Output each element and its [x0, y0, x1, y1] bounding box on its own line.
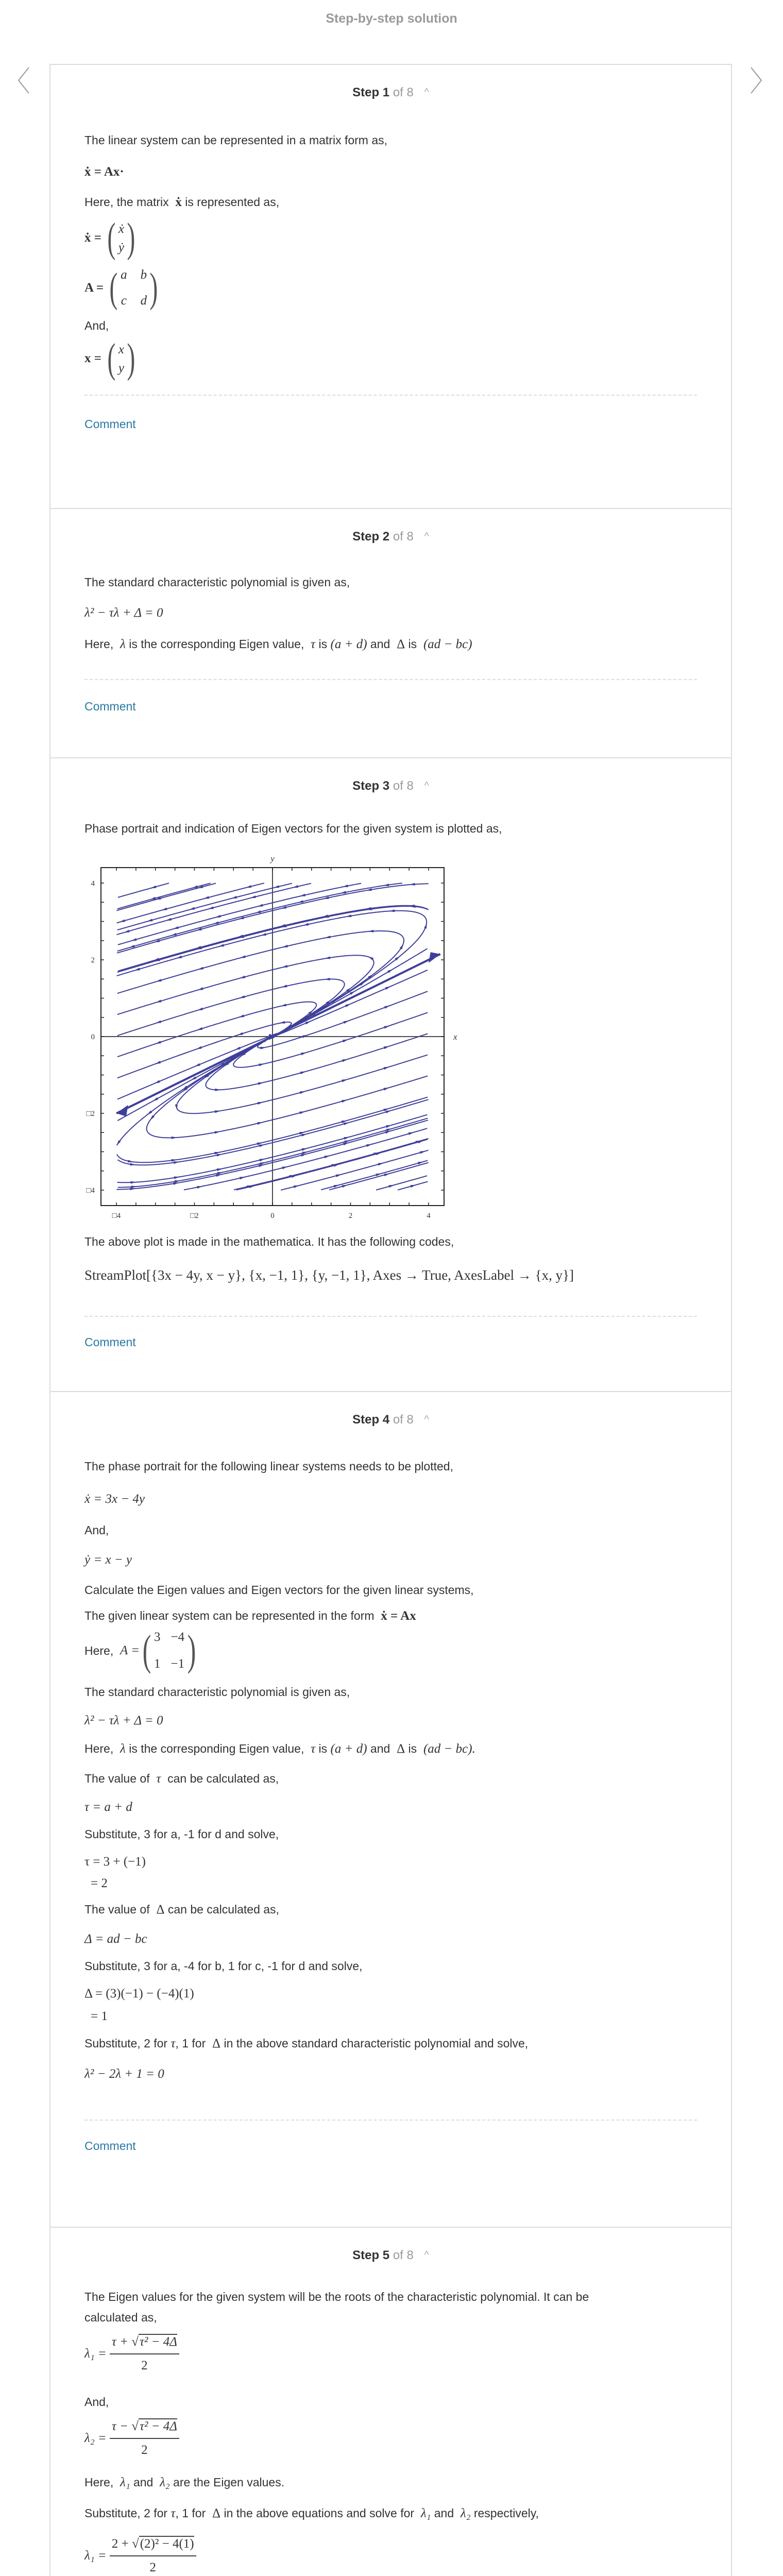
- step-header: [50, 530, 731, 544]
- x-tick-label: 2: [348, 1212, 353, 1220]
- text: And,: [84, 1523, 109, 1537]
- equation: Δ = (3)(−1) − (−4)(1): [84, 1987, 194, 2001]
- equation: τ = 3 + (−1): [84, 1855, 146, 1869]
- text: The value of τ can be calculated as,: [84, 1772, 279, 1786]
- caret-up-icon[interactable]: ^: [424, 1414, 429, 1425]
- x-tick-label: □4: [112, 1212, 121, 1220]
- step-3: [49, 757, 732, 1391]
- text: And,: [84, 319, 109, 332]
- text: The above plot is made in the mathematica. It has the following codes,: [84, 1235, 454, 1248]
- matrix-x: x = ( x y ): [84, 336, 135, 381]
- divider: [84, 1316, 697, 1317]
- text: Here, λ is the corresponding Eigen value, τ is (a + d) and Δ is (ad − bc): [84, 637, 472, 651]
- equation: λ² − 2λ + 1 = 0: [84, 2067, 164, 2081]
- y-tick-label: 0: [91, 1033, 95, 1041]
- step-4: [49, 1391, 732, 2227]
- lambda2-formula: λ₂ = $\frac{\text{τ − √τ² − 4Δ}}{2}$: [84, 2417, 179, 2460]
- divider: [84, 2120, 697, 2121]
- text: Substitute, 2 for τ, 1 for Δ in the above equations and solve for λ₁ and λ₂ respectively,: [84, 2506, 539, 2520]
- step-header: [50, 779, 731, 793]
- step-of: of 8: [393, 779, 414, 793]
- text: Substitute, 3 for a, -4 for b, 1 for c, -1 for d and solve,: [84, 1959, 363, 1973]
- chevron-left-icon: [14, 66, 32, 95]
- y-tick-label: □4: [86, 1187, 95, 1195]
- step-header: [50, 1413, 731, 1427]
- step-of: of 8: [393, 1413, 414, 1427]
- matrix-xdot: ẋ = ( ẋ ẏ ): [84, 215, 135, 261]
- x-tick-label: 4: [427, 1212, 431, 1220]
- caret-up-icon[interactable]: ^: [424, 780, 429, 791]
- step-5: [49, 2227, 732, 2576]
- text: The standard characteristic polynomial is given as,: [84, 575, 350, 589]
- text: The value of Δ can be calculated as,: [84, 1903, 279, 1917]
- text: The linear system can be represented in a matrix form as,: [84, 133, 388, 147]
- equation: Δ = ad − bc: [84, 1932, 147, 1946]
- comment-link[interactable]: Comment: [84, 417, 136, 431]
- step-of: of 8: [393, 2248, 414, 2262]
- divider: [84, 395, 697, 396]
- matrix-a: A = ( a b c d ): [84, 265, 158, 311]
- caret-up-icon[interactable]: ^: [424, 531, 429, 542]
- equation-result: = 1: [91, 2009, 108, 2023]
- y-tick-label: 2: [91, 956, 95, 964]
- step-number: Step 4: [352, 1413, 390, 1427]
- comment-link[interactable]: Comment: [84, 2139, 136, 2153]
- page-title: Step-by-step solution: [326, 11, 457, 26]
- step-of: of 8: [393, 86, 414, 99]
- equation-result: = 2: [91, 1876, 108, 1890]
- comment-link[interactable]: Comment: [84, 700, 136, 713]
- text: calculated as,: [84, 2311, 157, 2324]
- text: Substitute, 3 for a, -1 for d and solve,: [84, 1827, 279, 1841]
- caret-up-icon[interactable]: ^: [424, 2249, 429, 2261]
- y-axis-label: y: [270, 854, 275, 863]
- text: Substitute, 2 for τ, 1 for Δ in the above standard characteristic polynomial and solve,: [84, 2037, 529, 2050]
- comment-link[interactable]: Comment: [84, 1335, 136, 1349]
- y-tick-label: 4: [91, 879, 95, 888]
- x-tick-label: □2: [190, 1212, 199, 1220]
- matrix-a-values: Here, A = ( 3 −4 1 −1 ): [84, 1626, 196, 1674]
- text: The Eigen values for the given system will be the roots of the characteristic polynomial. It can be: [84, 2290, 589, 2303]
- text: Here, the matrix ẋ is represented as,: [84, 195, 280, 209]
- caret-up-icon[interactable]: ^: [424, 87, 429, 98]
- previous-step-button[interactable]: [14, 66, 32, 95]
- equation: λ² − τλ + Δ = 0: [84, 606, 163, 620]
- next-step-button[interactable]: [748, 66, 765, 95]
- step-number: Step 3: [352, 779, 390, 793]
- step-number: Step 1: [352, 86, 390, 99]
- step-header: [50, 86, 731, 100]
- step-2: [49, 508, 732, 757]
- text: Calculate the Eigen values and Eigen vectors for the given linear systems,: [84, 1583, 474, 1597]
- mathematica-code: StreamPlot[{3x − 4y, x − y}, {x, −1, 1}, {y, −1, 1}, Axes → True, AxesLabel → {x, y}]: [84, 1267, 574, 1283]
- step-1: [49, 64, 732, 508]
- divider: [84, 679, 697, 680]
- text: And,: [84, 2395, 109, 2409]
- text: The given linear system can be represented in the form ẋ = Ax: [84, 1609, 416, 1623]
- equation: ẏ = x − y: [84, 1553, 132, 1567]
- equation: λ² − τλ + Δ = 0: [84, 1714, 163, 1727]
- x-axis-label: x: [453, 1032, 457, 1042]
- step-header: [50, 2248, 731, 2263]
- x-tick-label: 0: [270, 1212, 275, 1220]
- step-number: Step 5: [352, 2248, 390, 2262]
- equation: τ = a + d: [84, 1800, 132, 1814]
- text: Here, λ is the corresponding Eigen value, τ is (a + d) and Δ is (ad − bc).: [84, 1742, 475, 1756]
- step-of: of 8: [393, 530, 414, 544]
- text: Phase portrait and indication of Eigen vectors for the given system is plotted as,: [84, 822, 502, 835]
- phase-portrait-chart: [83, 850, 457, 1221]
- equation: ẋ = Ax·: [84, 165, 124, 179]
- step-number: Step 2: [352, 530, 390, 544]
- lambda1-formula: λ₁ = $\frac{\text{τ + √τ² − 4Δ}}{2}$: [84, 2333, 179, 2375]
- text: The phase portrait for the following linear systems needs to be plotted,: [84, 1460, 453, 1473]
- equation: ẋ = 3x − 4y: [84, 1492, 145, 1506]
- text: Here, λ₁ and λ₂ are the Eigen values.: [84, 2476, 285, 2489]
- lambda1-substituted: λ₁ = $\frac{\text{2 + √(2)² − 4(1)}}{2}$: [84, 2535, 196, 2576]
- y-tick-label: □2: [86, 1110, 95, 1118]
- text: The standard characteristic polynomial is given as,: [84, 1685, 350, 1699]
- chevron-right-icon: [748, 66, 765, 95]
